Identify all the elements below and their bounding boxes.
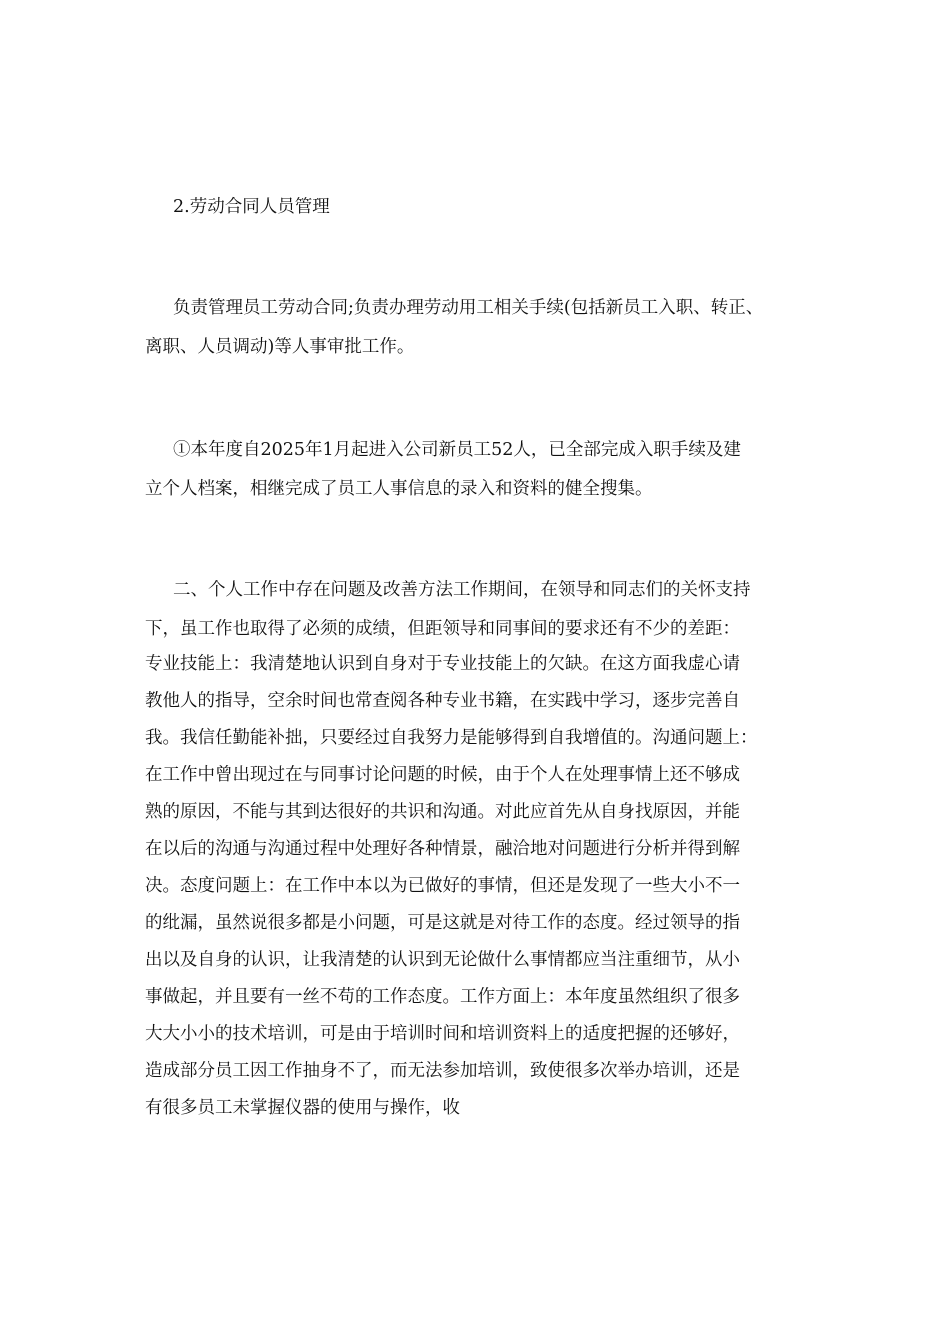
paragraph-line: 在工作中曾出现过在与同事讨论问题的时候，由于个人在处理事情上还不够成 [145,765,740,785]
paragraph-line: 决。态度问题上：在工作中本以为已做好的事情，但还是发现了一些大小不一 [145,876,740,896]
paragraph-line: 立个人档案，相继完成了员工人事信息的录入和资料的健全搜集。 [145,479,653,499]
paragraph-line: 离职、人员调动)等人事审批工作。 [145,337,415,357]
paragraph-line: 大大小小的技术培训，可是由于培训时间和培训资料上的适度把握的还够好， [145,1024,740,1044]
paragraph-line: 的纰漏，虽然说很多都是小问题，可是这就是对待工作的态度。经过领导的指 [145,913,740,933]
paragraph-line: 负责管理员工劳动合同;负责办理劳动用工相关手续(包括新员工入职、转正、 [173,298,764,318]
paragraph-line: 二、个人工作中存在问题及改善方法工作期间，在领导和同志们的关怀支持 [173,580,751,600]
paragraph-line: 我。我信任勤能补拙，只要经过自我努力是能够得到自我增值的。沟通问题上： [145,728,758,748]
paragraph-line: 出以及自身的认识，让我清楚的认识到无论做什么事情都应当注重细节，从小 [145,950,740,970]
paragraph-line: 在以后的沟通与沟通过程中处理好各种情景，融洽地对问题进行分析并得到解 [145,839,740,859]
paragraph-line: 专业技能上：我清楚地认识到自身对于专业技能上的欠缺。在这方面我虚心请 [145,654,740,674]
paragraph-line: 事做起，并且要有一丝不苟的工作态度。工作方面上：本年度虽然组织了很多 [145,987,740,1007]
paragraph-line: 教他人的指导，空余时间也常查阅各种专业书籍，在实践中学习，逐步完善自 [145,691,740,711]
section-heading: 2.劳动合同人员管理 [173,197,330,217]
paragraph-line: 下，虽工作也取得了必须的成绩，但距领导和同事间的要求还有不少的差距： [145,619,740,639]
paragraph-line: ①本年度自2025年1月起进入公司新员工52人，已全部完成入职手续及建 [173,440,741,460]
paragraph-line: 有很多员工未掌握仪器的使用与操作，收 [145,1098,460,1118]
paragraph-line: 熟的原因，不能与其到达很好的共识和沟通。对此应首先从自身找原因，并能 [145,802,740,822]
paragraph-line: 造成部分员工因工作抽身不了，而无法参加培训，致使很多次举办培训，还是 [145,1061,740,1081]
